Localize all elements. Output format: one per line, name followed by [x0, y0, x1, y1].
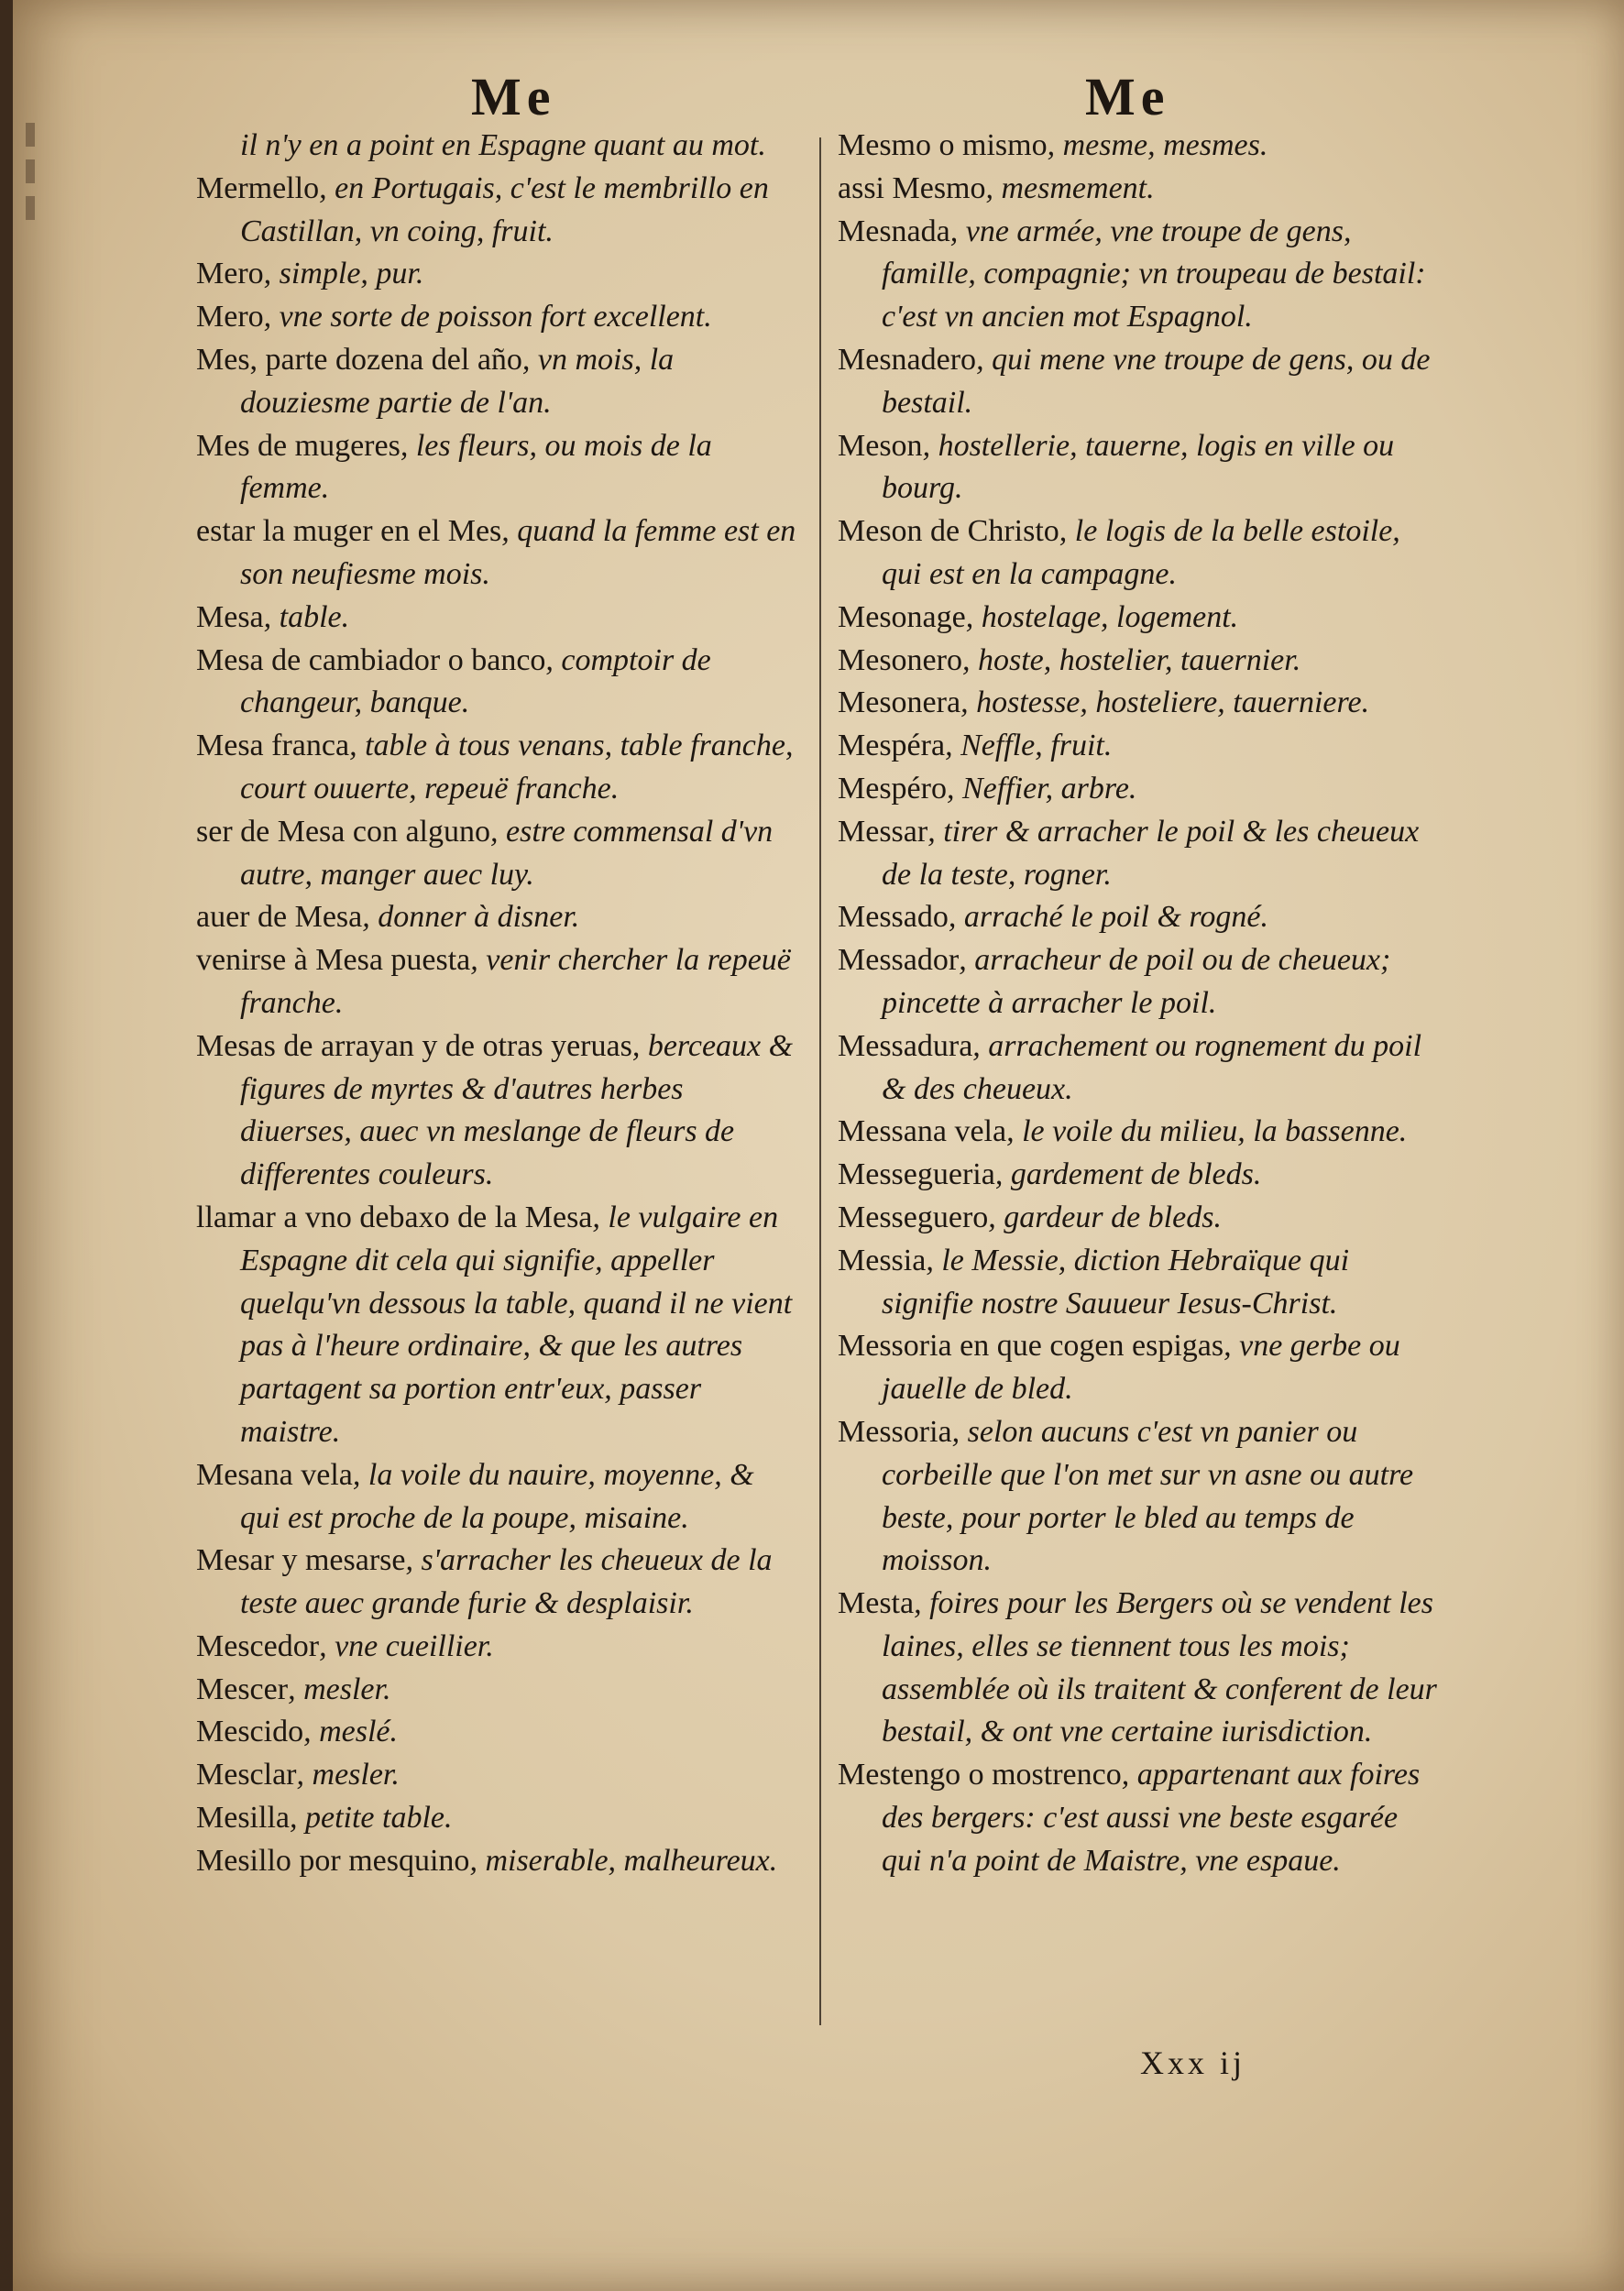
entry-definition: , comptoir de changeur, banque.: [240, 642, 711, 720]
dictionary-entry: [196, 1454, 801, 1540]
dictionary-entry: [838, 1240, 1443, 1326]
dictionary-entry: [838, 339, 1443, 425]
dictionary-entry: [196, 339, 801, 425]
entry-definition: , petite table.: [289, 1801, 453, 1836]
entry-definition: , miserable, malheureux.: [469, 1843, 778, 1878]
entry-definition: , le vulgaire en Espagne dit cela qui signifie, appeller quelqu'vn dessous la table, quand il ne vient pas à l'heure ordinaire, & que les autres partagent sa portion entr'eux, passer maistre.: [240, 1200, 793, 1449]
entry-headword: Messar: [838, 814, 928, 849]
entry-headword: Mes, parte dozena del año: [196, 342, 522, 377]
running-head-left: Me: [471, 67, 556, 126]
entry-definition: , vne gerbe ou jauelle de bled.: [882, 1329, 1400, 1407]
entry-definition: , hostelage, logement.: [965, 599, 1239, 634]
entry-definition: , selon aucuns c'est vn panier ou corbeille que l'on met sur vn asne ou autre beste, pour porter le bled au temps de moisson.: [882, 1414, 1414, 1578]
entry-headword: Messia: [838, 1243, 927, 1277]
entry-headword: Mesa franca: [196, 729, 350, 763]
entry-definition: , en Portugais, c'est le membrillo en Castillan, vn coing, fruit.: [240, 170, 769, 248]
entry-headword: llamar a vno debaxo de la Mesa: [196, 1200, 593, 1234]
entry-headword: Messegueria: [838, 1157, 995, 1192]
dictionary-entry: [196, 1840, 801, 1883]
entry-headword: Mescedor: [196, 1628, 320, 1663]
entry-headword: Mesilla: [196, 1801, 290, 1836]
margin-mark: [26, 159, 35, 183]
dictionary-entry: [838, 1411, 1443, 1583]
entry-headword: Mero: [196, 300, 264, 334]
dictionary-entry: [196, 725, 801, 811]
entry-headword: ser de Mesa con alguno: [196, 814, 491, 849]
dictionary-entry: [838, 811, 1443, 897]
dictionary-entry: [196, 939, 801, 1025]
entry-headword: Messeguero: [838, 1200, 989, 1234]
entry-definition: , hostesse, hosteliere, tauerniere.: [960, 685, 1370, 720]
entry-headword: Mescido: [196, 1715, 304, 1749]
continued-entry: il n'y en a point en Espagne quant au mot.: [240, 128, 766, 162]
entry-headword: Meson de Christo: [838, 514, 1059, 549]
entry-headword: Mesnadero: [838, 342, 977, 377]
entry-headword: Meson: [838, 428, 923, 463]
entry-headword: Mescer: [196, 1672, 289, 1706]
dictionary-entry: [196, 1711, 801, 1754]
dictionary-entry: [838, 682, 1443, 725]
entry-headword: Messado: [838, 900, 949, 935]
entry-definition: , s'arracher les cheueux de la teste auec grande furie & desplaisir.: [240, 1543, 773, 1621]
entry-definition: , arrachement ou rognement du poil & des cheueux.: [882, 1028, 1422, 1106]
margin-mark: [26, 123, 35, 147]
entry-definition: , vne sorte de poisson fort excellent.: [263, 300, 712, 334]
binding-margin: [13, 110, 46, 293]
signature-mark: Xxx ij: [1140, 2044, 1246, 2081]
entry-definition: , quand la femme est en son neufiesme mois.: [240, 514, 796, 591]
entry-headword: Mesa: [196, 599, 264, 634]
dictionary-entry: [196, 1754, 801, 1797]
entry-headword: Mesonage: [838, 599, 966, 634]
entry-headword: Mesta: [838, 1586, 915, 1621]
dictionary-entry: [838, 640, 1443, 683]
entry-definition: , gardeur de bleds.: [988, 1200, 1222, 1234]
dictionary-entry: [838, 896, 1443, 939]
dictionary-entry: [838, 425, 1443, 511]
entry-headword: Mesar y mesarse: [196, 1543, 406, 1578]
entry-headword: estar la muger en el Mes: [196, 514, 502, 549]
dictionary-entry: [196, 1797, 801, 1840]
entry-definition: , appartenant aux foires des bergers: c'est aussi vne beste esgarée qui n'a point de Maistre, vne espaue.: [882, 1758, 1421, 1878]
entry-definition: , table à tous venans, table franche, court ouuerte, repeuë franche.: [240, 729, 794, 806]
entry-definition: , le voile du milieu, la bassenne.: [1006, 1114, 1408, 1149]
entry-headword: Mesnada: [838, 214, 950, 248]
entry-headword: Messador: [838, 943, 960, 978]
entry-definition: , les fleurs, ou mois de la femme.: [240, 428, 712, 506]
left-entry-list: [196, 168, 801, 1883]
entry-definition: , Neffier, arbre.: [946, 771, 1137, 806]
dictionary-entry: [196, 253, 801, 296]
right-entry-list: [838, 125, 1443, 1883]
entry-definition: , berceaux & figures de myrtes & d'autres herbes diuerses, auec vn meslange de fleurs de differentes couleurs.: [240, 1028, 794, 1192]
entry-headword: Messoria en que cogen espigas: [838, 1329, 1224, 1364]
dictionary-entry: [838, 1754, 1443, 1882]
entry-definition: , Neffle, fruit.: [945, 729, 1113, 763]
dictionary-entry: [196, 640, 801, 726]
entry-definition: , mesler.: [296, 1758, 400, 1792]
entry-definition: , hostellerie, tauerne, logis en ville ou bourg.: [882, 428, 1395, 506]
entry-headword: Mes de mugeres: [196, 428, 401, 463]
dictionary-page: [13, 0, 1624, 2291]
entry-headword: auer de Mesa: [196, 900, 363, 935]
dictionary-entry: [838, 1197, 1443, 1240]
entry-headword: Mesillo por mesquino: [196, 1843, 470, 1878]
entry-definition: , le logis de la belle estoile, qui est en la campagne.: [882, 514, 1400, 591]
entry-definition: , foires pour les Bergers où se vendent les laines, elles se tiennent tous les mois; assemblée où ils traitent & conferent de leur bestail, & ont vne certaine iurisdiction.: [882, 1586, 1437, 1749]
entry-headword: Mesa de cambiador o banco: [196, 642, 546, 677]
dictionary-entry: [196, 811, 801, 897]
left-column: [196, 125, 801, 1883]
entry-definition: , mesmement.: [985, 170, 1155, 205]
dictionary-entry: [838, 1325, 1443, 1411]
dictionary-entry: [838, 211, 1443, 339]
entry-definition: , qui mene vne troupe de gens, ou de bestail.: [882, 342, 1431, 420]
margin-mark: [26, 196, 35, 220]
entry-definition: , estre commensal d'vn autre, manger auec luy.: [240, 814, 774, 892]
entry-definition: , le Messie, diction Hebraïque qui signifie nostre Sauueur Iesus-Christ.: [882, 1243, 1350, 1321]
entry-headword: venirse à Mesa puesta: [196, 943, 471, 978]
entry-definition: , hoste, hostelier, tauernier.: [961, 642, 1301, 677]
entry-definition: , la voile du nauire, moyenne, & qui est proche de la poupe, misaine.: [240, 1457, 754, 1535]
entry-definition: , vne cueillier.: [319, 1628, 494, 1663]
dictionary-entry: [838, 725, 1443, 768]
dictionary-entry: [838, 939, 1443, 1025]
entry-headword: assi Mesmo: [838, 170, 986, 205]
entry-definition: , mesler.: [288, 1672, 391, 1706]
dictionary-entry: [196, 168, 801, 254]
entry-headword: Mestengo o mostrenco: [838, 1758, 1122, 1792]
entry-definition: , vne armée, vne troupe de gens, famille, compagnie; vn troupeau de bestail: c'est vn ancien mot Espagnol.: [882, 214, 1426, 334]
entry-headword: Mermello: [196, 170, 320, 205]
dictionary-entry: [196, 1025, 801, 1197]
dictionary-entry: [838, 168, 1443, 211]
entry-definition: , vn mois, la douziesme partie de l'an.: [240, 342, 675, 420]
dictionary-entry: [838, 597, 1443, 640]
dictionary-entry: [838, 125, 1443, 168]
entry-headword: Mesonero: [838, 642, 962, 677]
dictionary-entry: [196, 296, 801, 339]
entry-definition: , arracheur de poil ou de cheueux; pincette à arracher le poil.: [882, 943, 1391, 1020]
entry-definition: , arraché le poil & rogné.: [948, 900, 1268, 935]
entry-headword: Mesas de arrayan y de otras yeruas: [196, 1028, 632, 1063]
dictionary-entry: [196, 1669, 801, 1712]
dictionary-entry: [196, 597, 801, 640]
running-head-right: Me: [1085, 67, 1170, 126]
entry-headword: Mespéra: [838, 729, 946, 763]
entry-headword: Mesonera: [838, 685, 961, 720]
entry-headword: Mero: [196, 257, 264, 291]
dictionary-entry: [196, 1540, 801, 1626]
entry-headword: Mespéro: [838, 771, 947, 806]
entry-definition: , gardement de bleds.: [994, 1157, 1262, 1192]
entry-definition: , table.: [263, 599, 350, 634]
dictionary-entry: [838, 1154, 1443, 1197]
entry-headword: Mesclar: [196, 1758, 297, 1792]
dictionary-entry: [196, 1626, 801, 1669]
dictionary-entry: [196, 425, 801, 511]
entry-headword: Messadura: [838, 1028, 973, 1063]
dictionary-entry: [838, 510, 1443, 597]
dictionary-entry: [838, 1025, 1443, 1112]
dictionary-entry: [838, 1111, 1443, 1154]
entry-headword: Messoria: [838, 1414, 952, 1449]
entry-headword: Mesmo o mismo: [838, 128, 1048, 162]
entry-definition: , tirer & arracher le poil & les cheueux de la teste, rogner.: [882, 814, 1420, 892]
dictionary-entry: [838, 1583, 1443, 1754]
dictionary-entry: [838, 768, 1443, 811]
entry-definition: , donner à disner.: [362, 900, 580, 935]
entry-definition: , meslé.: [303, 1715, 399, 1749]
right-column: [838, 125, 1443, 1883]
column-divider: [819, 137, 821, 2025]
dictionary-entry: [196, 896, 801, 939]
dictionary-entry: [196, 510, 801, 597]
entry-headword: Messana vela: [838, 1114, 1007, 1149]
dictionary-entry: [196, 1197, 801, 1454]
entry-definition: , mesme, mesmes.: [1047, 128, 1268, 162]
entry-definition: , venir chercher la repeuë franche.: [240, 943, 791, 1020]
entry-definition: , simple, pur.: [263, 257, 424, 291]
entry-headword: Mesana vela: [196, 1457, 353, 1492]
